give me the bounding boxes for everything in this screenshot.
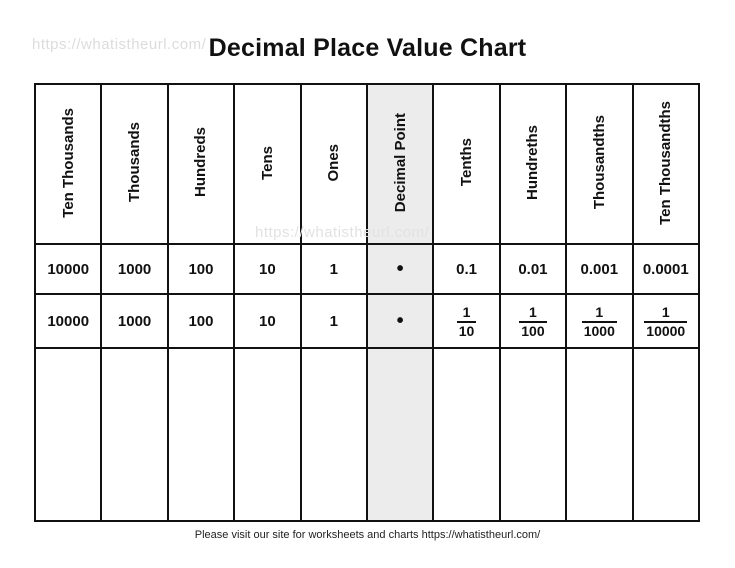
fraction [519,305,546,338]
header-label: Ones [325,143,343,182]
whole-cell: 1 [301,294,367,348]
whole-cell: 10 [234,294,300,348]
header-label: Thousands [126,122,144,203]
decimal-cell: 0.001 [566,244,632,294]
blank-cell [234,348,300,521]
decimal-row [35,244,699,294]
blank-cell [367,348,433,521]
blank-cell [168,348,234,521]
header-decimal-point [367,84,433,244]
header-row [35,84,699,244]
header-tens [234,84,300,244]
footer-note: Please visit our site for worksheets and charts https://whatistheurl.com/ [194,529,541,541]
fraction-cell [500,294,566,348]
header-label: Tens [258,145,276,180]
fraction [582,305,617,338]
blank-cell [101,348,167,521]
header-label: Thousandths [590,115,608,210]
header-ten-thousandths [633,84,699,244]
header-ones [301,84,367,244]
blank-cell [301,348,367,521]
header-label: Ten Thousandths [657,100,675,225]
header-tenths [433,84,499,244]
fraction-denominator: 10 [458,322,475,339]
decimal-cell: 0.0001 [633,244,699,294]
blank-cell [433,348,499,521]
header-thousands [101,84,167,244]
decimal-point-dot: • [396,310,404,332]
header-hundredths [500,84,566,244]
blank-cell [633,348,699,521]
decimal-cell: 10000 [35,244,101,294]
header-label: Tenths [458,138,476,187]
header-ten-thousands [35,84,101,244]
watermark-top: https://whatistheurl.com/ [32,36,207,53]
header-hundreds [168,84,234,244]
header-label: Hundreds [192,127,210,198]
decimal-point-cell [367,294,433,348]
fraction-denominator: 1000 [583,322,615,339]
fraction-row [35,294,699,348]
whole-cell: 10000 [35,294,101,348]
header-label: Ten Thousands [59,107,77,218]
header-label: Decimal Point [391,112,409,213]
fraction-denominator: 100 [521,322,545,339]
blank-cell [500,348,566,521]
decimal-point-cell [367,244,433,294]
watermark-middle: https://whatistheurl.com/ [255,224,430,241]
fraction-numerator: 1 [661,303,670,320]
fraction-numerator: 1 [595,303,604,320]
blank-cell [35,348,101,521]
fraction-numerator: 1 [462,303,471,320]
fraction-numerator: 1 [529,303,537,320]
decimal-cell: 0.1 [433,244,499,294]
decimal-cell: 100 [168,244,234,294]
blank-row [35,348,699,521]
decimal-cell: 1 [301,244,367,294]
fraction [644,305,687,338]
header-thousandths [566,84,632,244]
header-label: Hundreths [524,125,542,200]
decimal-cell: 1000 [101,244,167,294]
whole-cell: 100 [168,294,234,348]
decimal-point-dot: • [396,258,404,280]
blank-cell [566,348,632,521]
page-title: Decimal Place Value Chart [208,34,527,62]
fraction-denominator: 10000 [646,322,686,339]
decimal-cell: 0.01 [500,244,566,294]
decimal-cell: 10 [234,244,300,294]
fraction-cell [566,294,632,348]
place-value-table [34,83,700,522]
whole-cell: 1000 [101,294,167,348]
fraction-cell [633,294,699,348]
fraction-cell [433,294,499,348]
fraction [457,305,477,338]
